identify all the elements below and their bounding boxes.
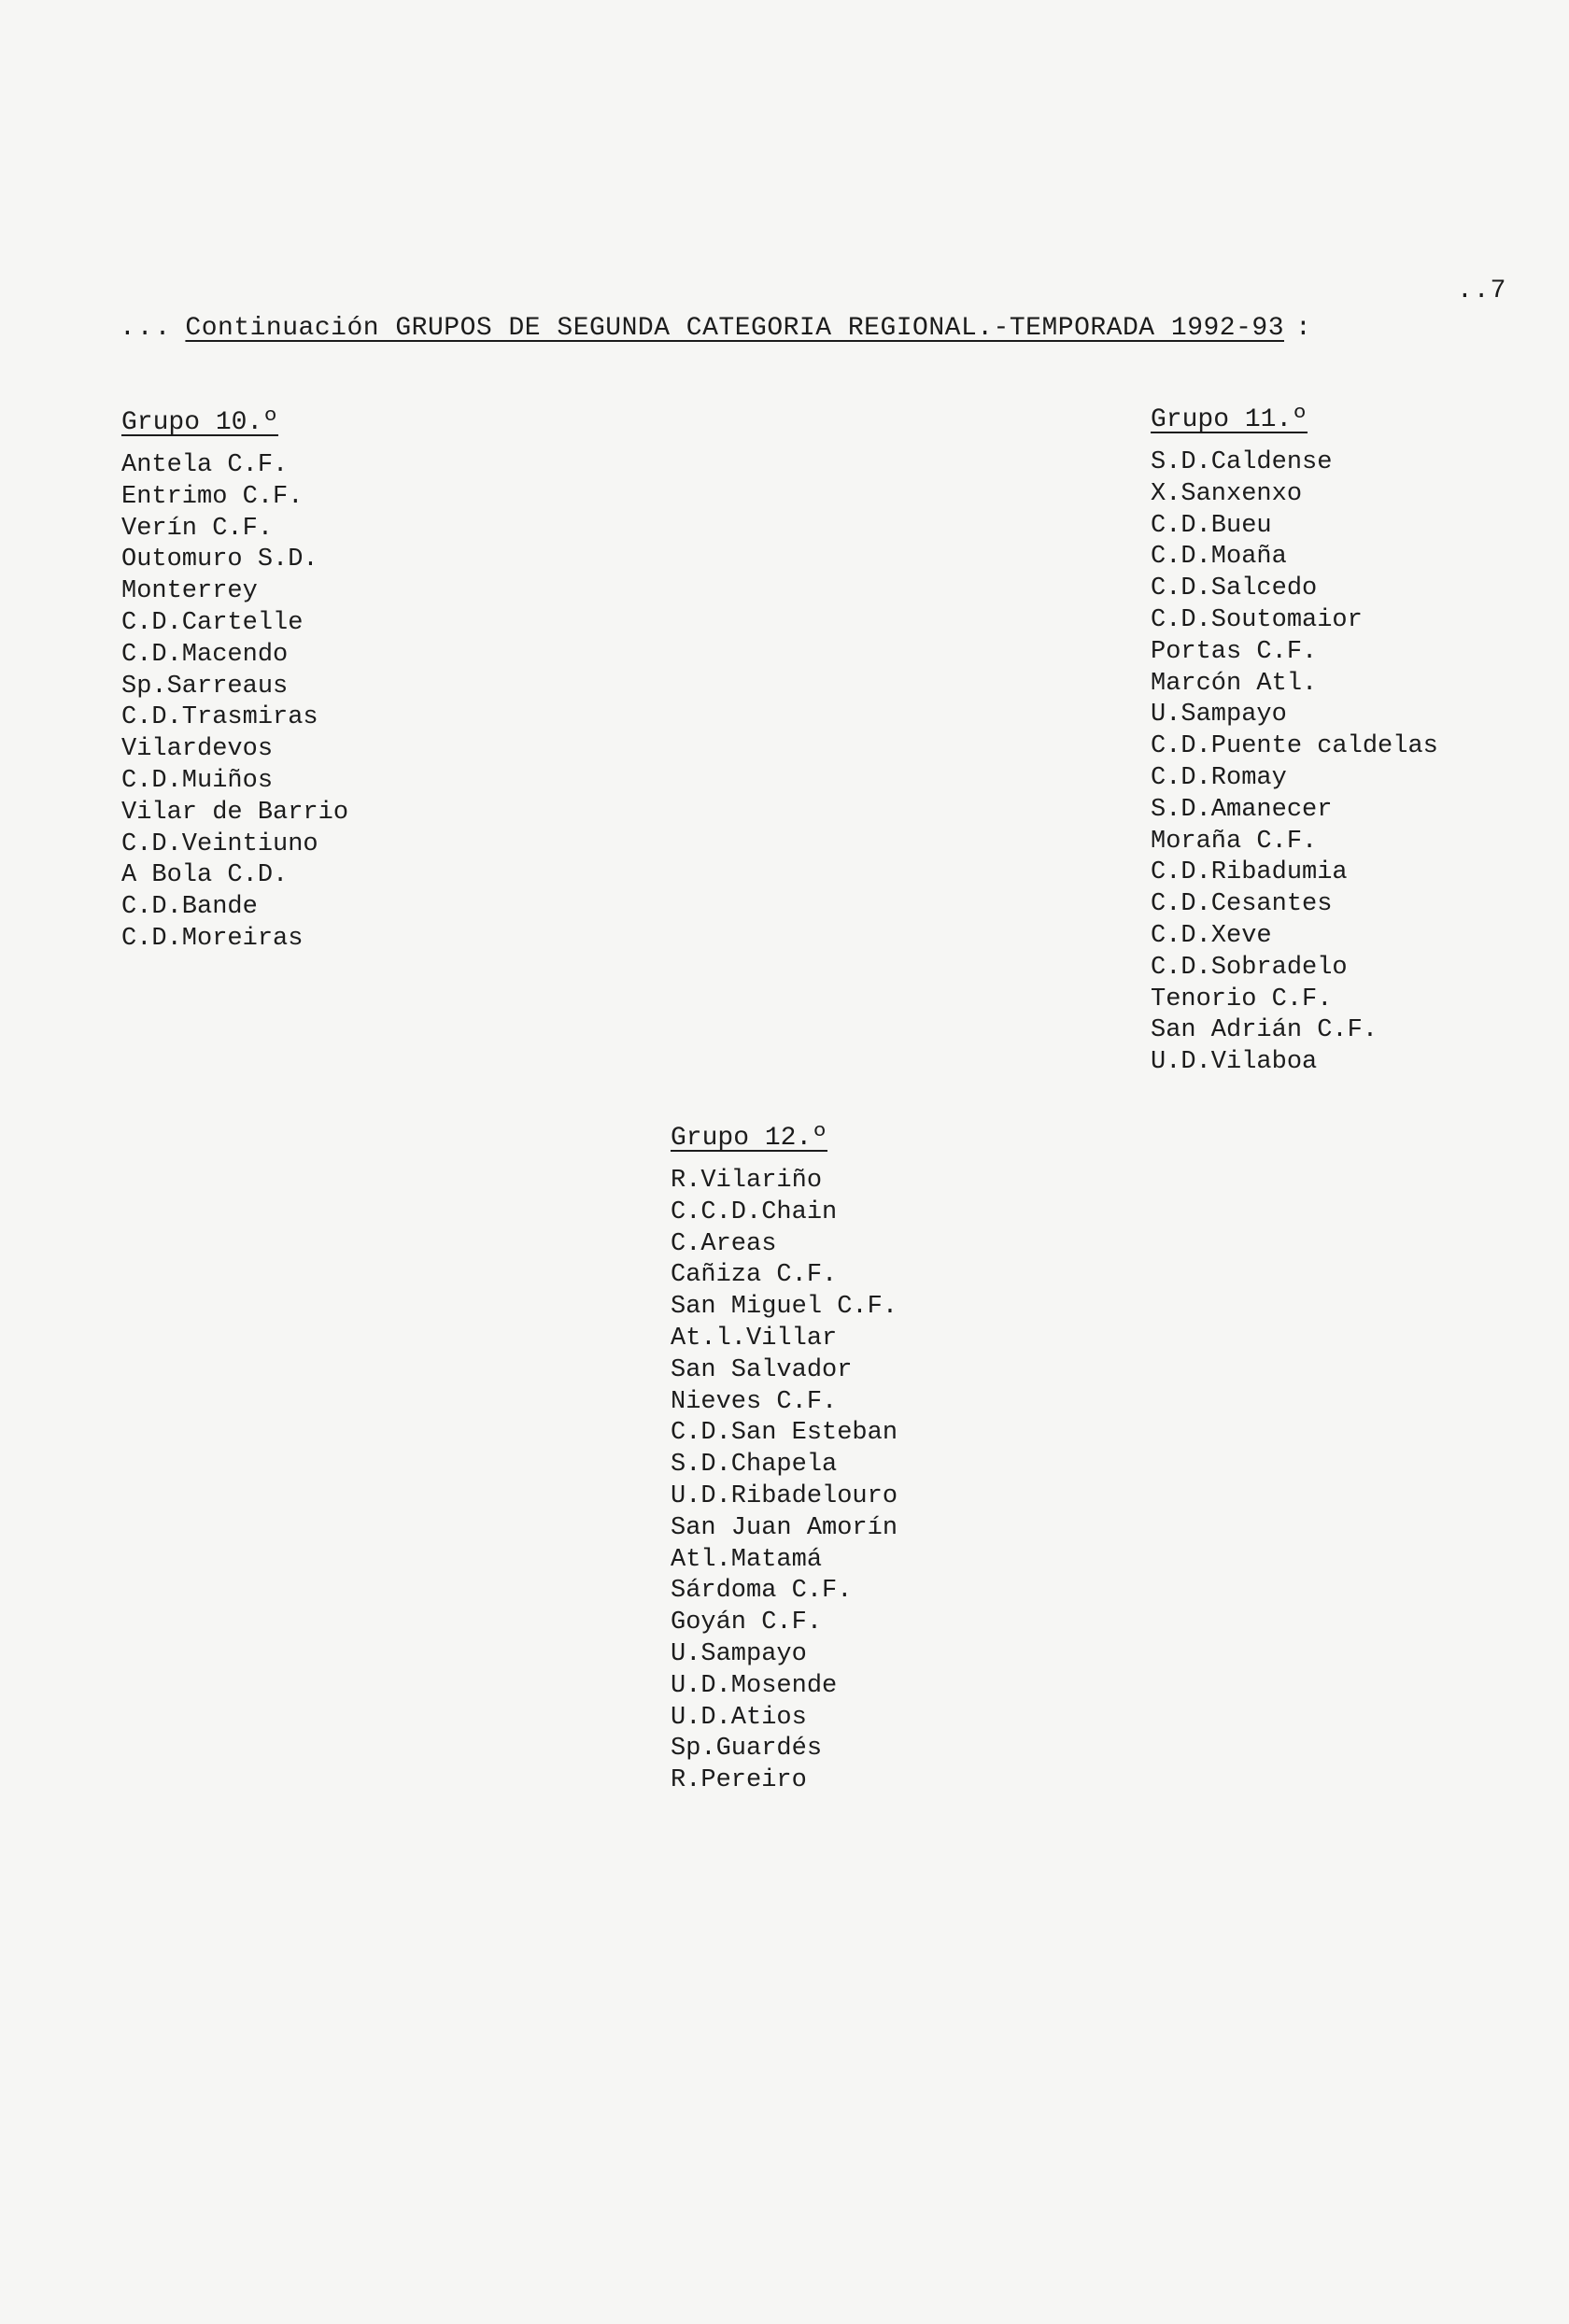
team-list-item: Portas C.F.	[1151, 637, 1318, 666]
team-list-item: Sp.Guardés	[671, 1735, 823, 1764]
team-list-item: C.D.Puente caldelas	[1151, 732, 1438, 761]
team-list-item: C.D.Veintiuno	[121, 829, 318, 858]
team-list-item: Outomuro S.D.	[121, 546, 318, 574]
team-list-item: Cañiza C.F.	[671, 1261, 838, 1290]
group-11-title: Grupo 11.º	[1151, 405, 1308, 434]
team-list-item: Vilardevos	[121, 735, 274, 764]
team-list-item: A Bola C.D.	[121, 861, 289, 890]
team-list-item: C.D.Bueu	[1151, 511, 1272, 540]
team-list-item: Monterrey	[121, 577, 258, 606]
team-list-item: U.D.Ribadelouro	[671, 1481, 898, 1510]
team-list-item: Goyán C.F.	[671, 1608, 823, 1637]
team-list-item: C.D.Xeve	[1151, 921, 1272, 950]
team-list-item: C.D.Salcedo	[1151, 574, 1318, 603]
team-list-item: U.D.Atios	[671, 1703, 807, 1732]
team-list-item: C.Areas	[671, 1229, 777, 1258]
team-list-item: San Miguel C.F.	[671, 1293, 898, 1322]
team-list-item: San Salvador	[671, 1355, 853, 1384]
group-11-team-list	[1151, 447, 1438, 1079]
group-10-team-list	[121, 450, 348, 956]
team-list-item: X.Sanxenxo	[1151, 479, 1303, 508]
group-10-title: Grupo 10.º	[121, 408, 279, 437]
team-list-item: R.Vilariño	[671, 1167, 823, 1195]
team-list-item: C.D.Cesantes	[1151, 890, 1333, 919]
team-list-item: U.D.Mosende	[671, 1671, 838, 1700]
team-list-item: San Adrián C.F.	[1151, 1016, 1378, 1045]
team-list-item: C.D.Cartelle	[121, 608, 304, 637]
team-list-item: San Juan Amorín	[671, 1513, 898, 1542]
team-list-item: U.Sampayo	[1151, 701, 1287, 730]
team-list-item: R.Pereiro	[671, 1766, 807, 1795]
team-list-item: C.D.Soutomaior	[1151, 605, 1363, 634]
team-list-item: Atl.Matamá	[671, 1545, 823, 1574]
team-list-item: S.D.Caldense	[1151, 448, 1333, 476]
team-list-item: Marcón Atl.	[1151, 669, 1318, 698]
team-list-item: Tenorio C.F.	[1151, 985, 1333, 1013]
header-title: Continuación GRUPOS DE SEGUNDA CATEGORIA REGIONAL.-TEMPORADA 1992-93	[185, 314, 1285, 343]
team-list-item: C.C.D.Chain	[671, 1197, 838, 1226]
team-list-item: Vilar de Barrio	[121, 798, 349, 827]
group-12	[671, 1123, 898, 1797]
team-list-item: C.D.Trasmiras	[121, 703, 318, 732]
team-list-item: S.D.Chapela	[671, 1451, 838, 1480]
page-number: ..7	[1457, 276, 1507, 305]
team-list-item: U.D.Vilaboa	[1151, 1048, 1318, 1077]
group-12-team-list	[671, 1166, 898, 1797]
team-list-item: Sp.Sarreaus	[121, 672, 289, 701]
group-11	[1151, 404, 1438, 1079]
team-list-item: C.D.Moaña	[1151, 543, 1287, 572]
team-list-item: C.D.Sobradelo	[1151, 953, 1348, 982]
team-list-item: C.D.Romay	[1151, 763, 1287, 792]
team-list-item: U.Sampayo	[671, 1639, 807, 1668]
team-list-item: Antela C.F.	[121, 451, 289, 479]
team-list-item: C.D.Muiños	[121, 766, 274, 795]
team-list-item: Moraña C.F.	[1151, 827, 1318, 856]
team-list-item: Entrimo C.F.	[121, 482, 304, 511]
header-colon: :	[1295, 314, 1311, 343]
team-list-item: C.D.Macendo	[121, 640, 289, 669]
team-list-item: Verín C.F.	[121, 514, 274, 543]
team-list-item: Nieves C.F.	[671, 1387, 838, 1416]
group-10	[121, 407, 348, 956]
document-header	[120, 314, 1311, 343]
group-12-title: Grupo 12.º	[671, 1124, 828, 1153]
team-list-item: C.D.San Esteban	[671, 1419, 898, 1448]
team-list-item: Sárdoma C.F.	[671, 1577, 853, 1606]
team-list-item: C.D.Bande	[121, 893, 258, 922]
team-list-item: C.D.Ribadumia	[1151, 858, 1348, 887]
team-list-item: S.D.Amanecer	[1151, 795, 1333, 824]
header-ellipsis: ...	[120, 314, 173, 343]
team-list-item: At.l.Villar	[671, 1324, 838, 1353]
team-list-item: C.D.Moreiras	[121, 924, 304, 953]
